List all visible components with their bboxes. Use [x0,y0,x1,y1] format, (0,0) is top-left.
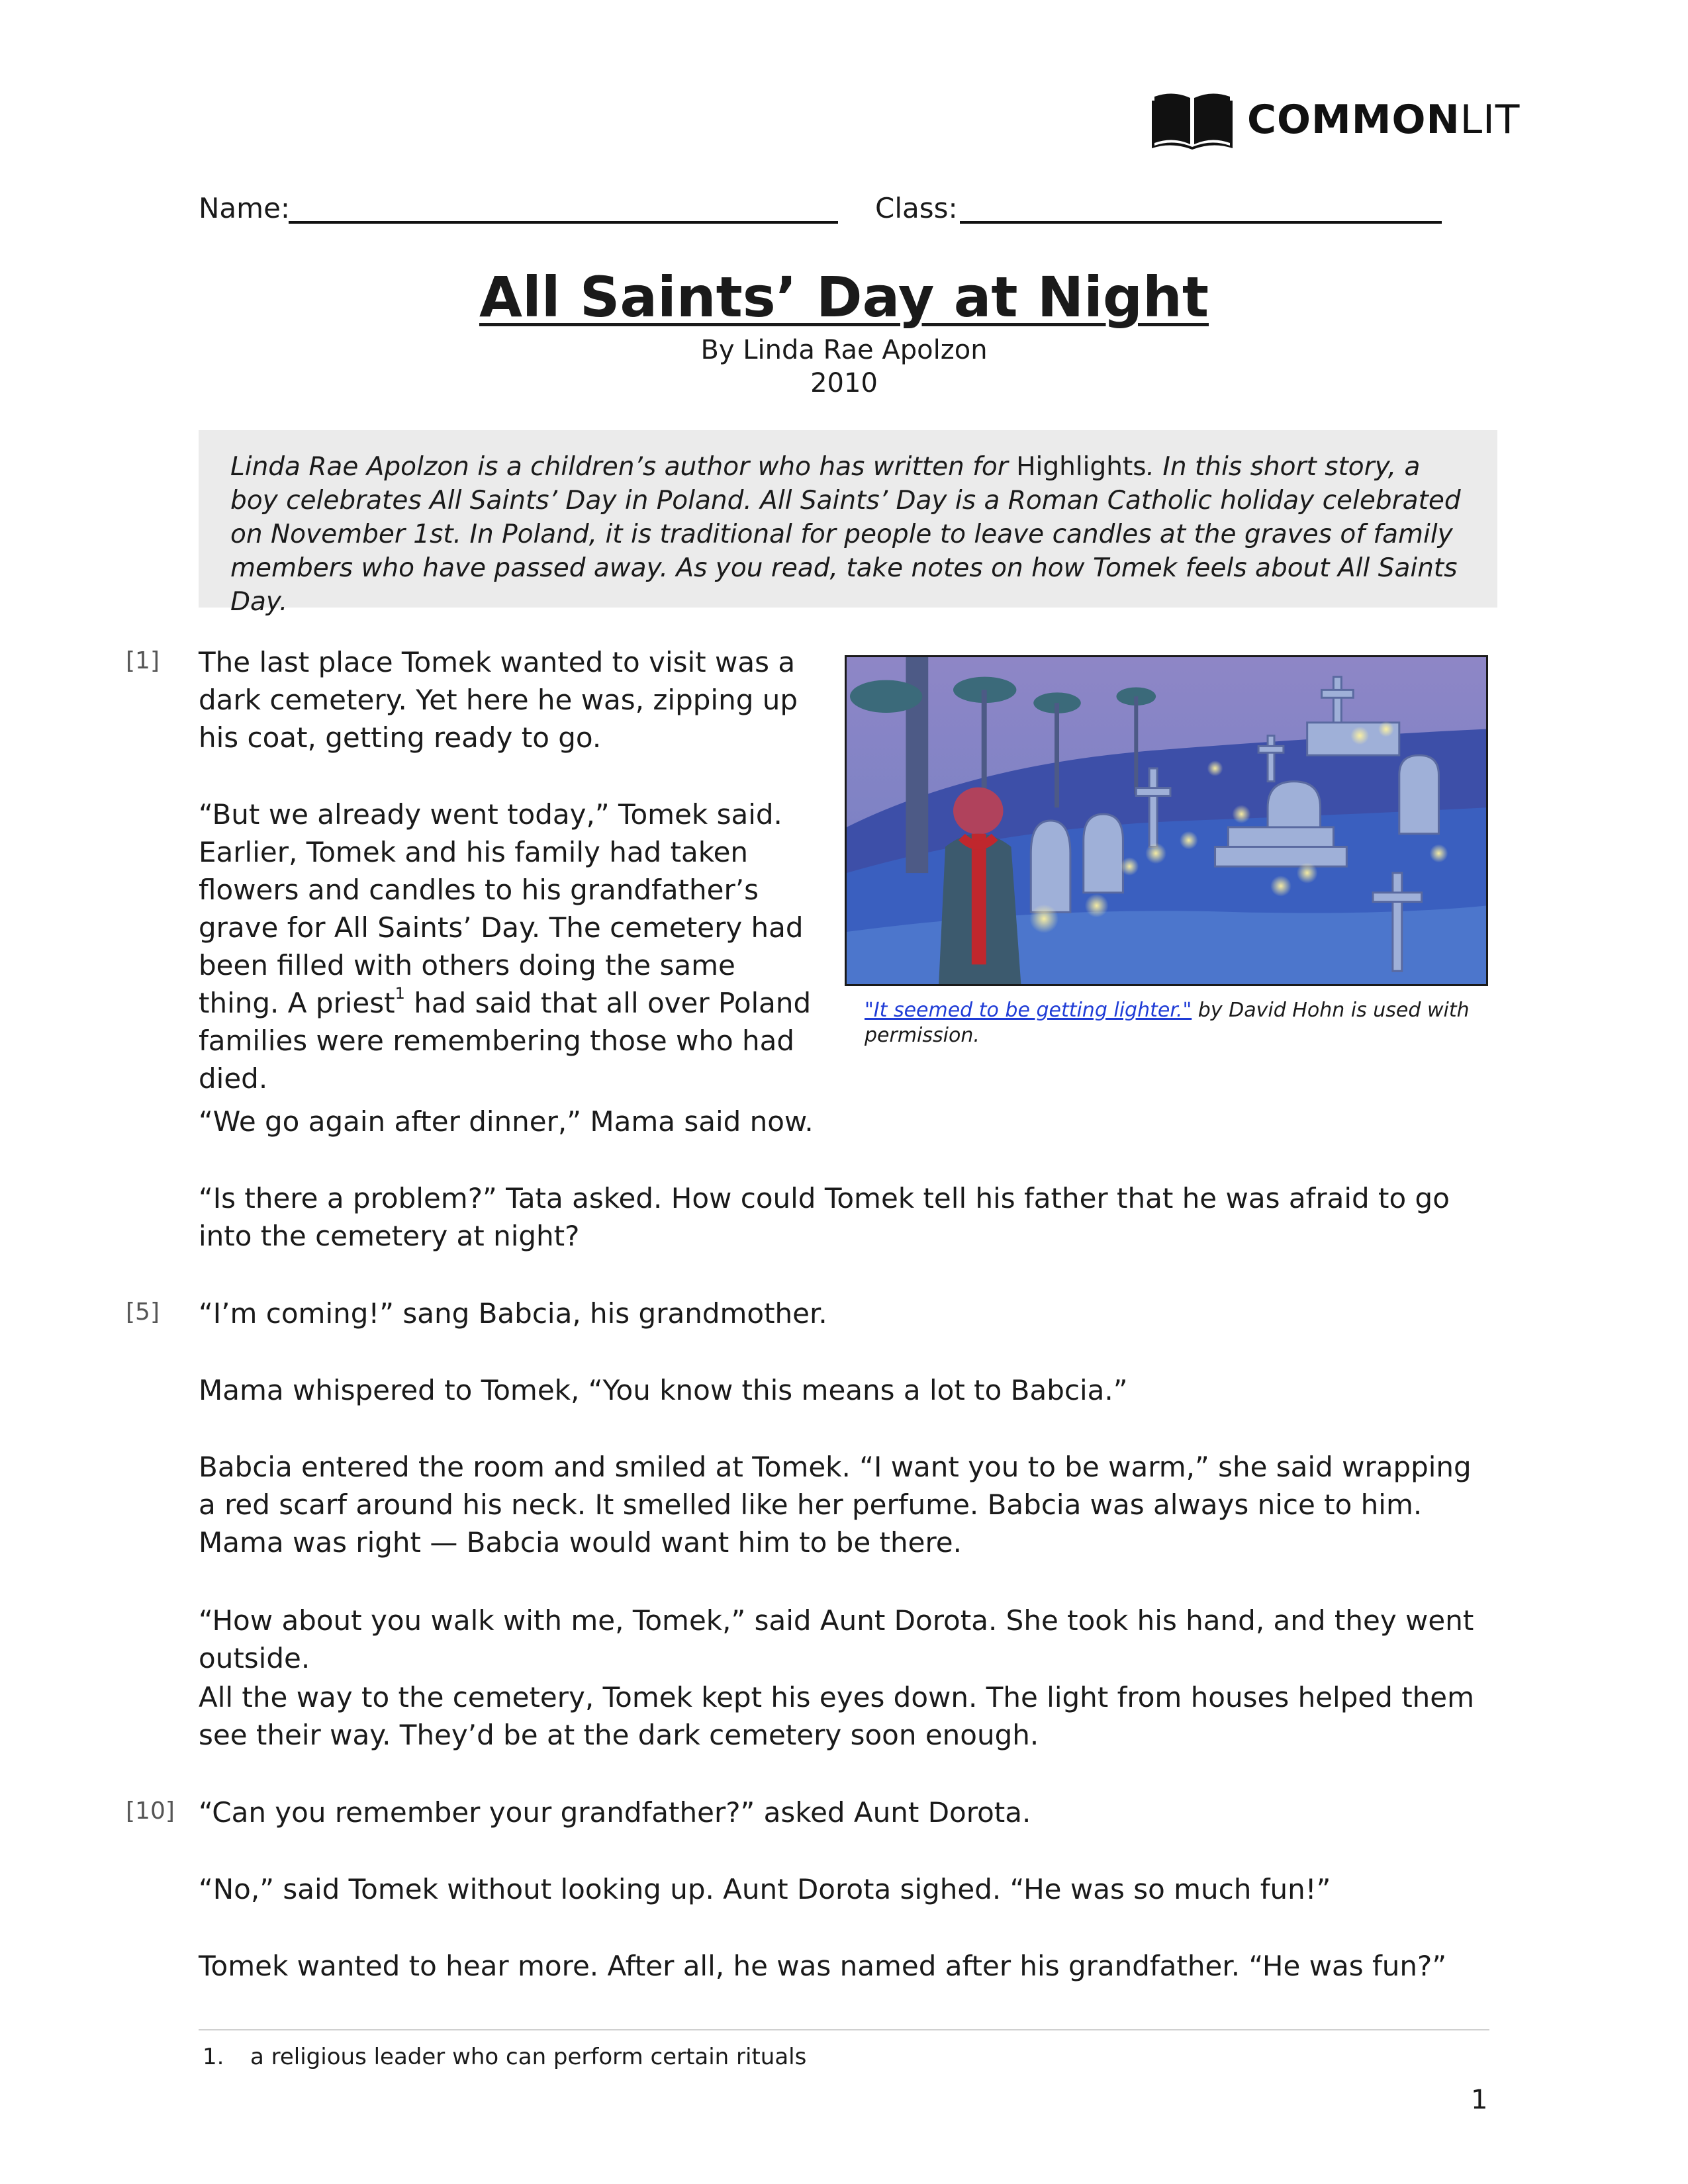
footnote-reference[interactable]: 1 [395,984,405,1003]
publication-name: Highlights [1016,452,1147,482]
paragraph: “Is there a problem?” Tata asked. How could Tomek tell his father that he was afraid to go into the cemetery at night? [199,1182,1450,1252]
brand-name: COMMONLIT [1247,97,1521,143]
paragraph: “But we already went today,” Tomek said. Earlier, Tomek and his family had taken flowers and candles to his grandfather’s grave for All Saints’ Day. The cemetery had been filled with others doing the same thing. A priest$^1$ had said that all over Poland families were remembering those who had died. [199,798,812,1095]
paragraph: “Can you remember your grandfather?” asked Aunt Dorota. [199,1796,1031,1829]
name-label: Name: [199,192,291,224]
footnote-number: 1. [203,2044,224,2070]
class-label: Class: [875,192,958,224]
story-illustration [845,655,1488,986]
paragraph: Babcia entered the room and smiled at Tomek. “I want you to be warm,” she said wrapping a red scarf around his neck. It smelled like her perfume. Babcia was always nice to him. Mama was right — Babcia would want him to be there. [199,1451,1472,1559]
commonlit-logo [1152,90,1520,150]
article-title: All Saints’ Day at Night [479,265,1209,330]
paragraph: Tomek wanted to hear more. After all, he was named after his grandfather. “He was fun?” [199,1950,1447,1982]
open-book-icon [1152,90,1233,150]
paragraph: Mama whispered to Tomek, “You know this means a lot to Babcia.” [199,1374,1128,1406]
footnote-text: a religious leader who can perform certain rituals [250,2044,807,2070]
paragraph: The last place Tomek wanted to visit was a dark cemetery. Yet here he was, zipping up his coat, getting ready to go. [199,646,798,754]
paragraph: All the way to the cemetery, Tomek kept his eyes down. The light from houses helped them see their way. They’d be at the dark cemetery soon enough. [199,1681,1475,1751]
name-field[interactable] [289,221,838,224]
footnote [203,2044,806,2070]
intro-text: Linda Rae Apolzon is a children’s author who has written for Highlights. In this short story, a boy celebrates All Saints’ Day in Poland. All Saints’ Day is a Roman Catholic holiday celebrated on November 1st. In Poland, it is traditional for people to leave candles at the graves of family members who have passed away. As you read, take notes on how Tomek feels about All Saints Day. [230,452,1461,617]
caption-link[interactable]: "It seemed to be getting lighter." [865,999,1192,1022]
paragraph: “We go again after dinner,” Mama said now. [199,1105,814,1138]
paragraph: “How about you walk with me, Tomek,” said Aunt Dorota. She took his hand, and they went outside. [199,1604,1474,1674]
paragraph: “I’m coming!” sang Babcia, his grandmother. [199,1297,827,1330]
article-year: 2010 [810,368,878,398]
footnote-divider [199,2029,1489,2030]
intro-box [199,430,1497,617]
paragraph-number: [1] [126,647,160,674]
paragraph-number: [5] [126,1298,160,1326]
paragraph-number: [10] [126,1797,175,1825]
figure-caption: "It seemed to be getting lighter." by David Hohn is used with permission. [865,999,1470,1047]
paragraph: “No,” said Tomek without looking up. Aunt Dorota sighed. “He was so much fun!” [199,1873,1331,1905]
page-number: 1 [1471,2085,1488,2115]
class-field[interactable] [960,221,1442,224]
article-byline: By Linda Rae Apolzon [700,335,988,365]
